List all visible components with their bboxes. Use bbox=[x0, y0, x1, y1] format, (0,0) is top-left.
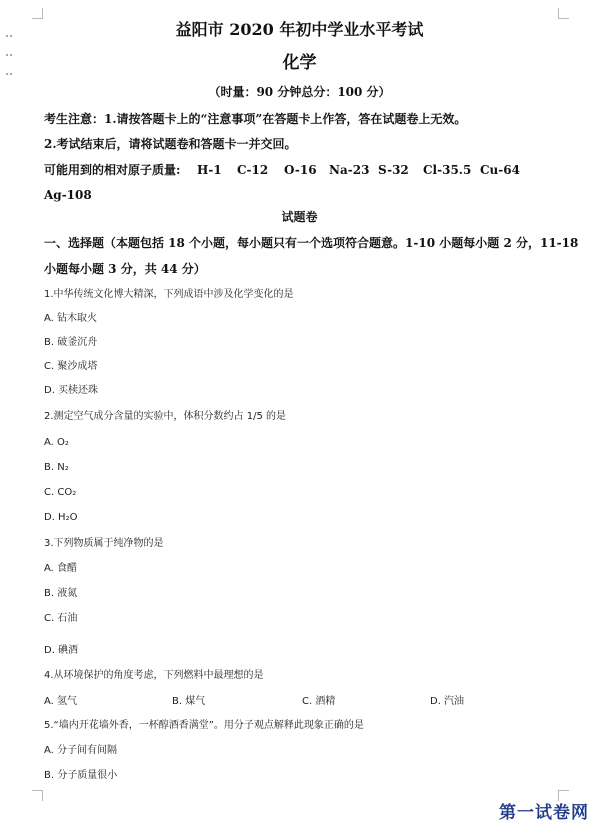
answer-option: C. 聚沙成塔 bbox=[44, 361, 98, 372]
answer-option: B. 分子质量很小 bbox=[44, 770, 118, 781]
atomic-mass-item: Cu-64 bbox=[480, 163, 520, 177]
exam-title: 益阳市 2020 年初中学业水平考试 bbox=[175, 20, 424, 39]
notice-1: 考生注意：1.请按答题卡上的“注意事项”在答题卡上作答，答在试题卷上无效。 bbox=[44, 112, 467, 126]
answer-option: D. 买椟还珠 bbox=[44, 385, 99, 396]
question-stem: 1.中华传统文化博大精深，下列成语中涉及化学变化的是 bbox=[44, 289, 294, 300]
question-stem: 3.下列物质属于纯净物的是 bbox=[44, 538, 164, 549]
exam-time-info: （时量：90 分钟总分：100 分） bbox=[208, 85, 391, 99]
crop-mark-bottom-left bbox=[32, 790, 43, 801]
answer-option: D. 碘酒 bbox=[44, 645, 79, 656]
atomic-mass-item: Ag-108 bbox=[44, 188, 92, 202]
answer-option: A. 氢气 bbox=[44, 696, 78, 707]
atomic-mass-item: O-16 bbox=[284, 163, 317, 177]
question-stem: 4.从环境保护的角度考虑，下列燃料中最理想的是 bbox=[44, 670, 264, 681]
atomic-mass-item: Na-23 bbox=[329, 163, 370, 177]
answer-option: A. O₂ bbox=[44, 437, 69, 448]
answer-option: C. 石油 bbox=[44, 613, 78, 624]
answer-option: C. 酒精 bbox=[302, 696, 336, 707]
answer-option: C. CO₂ bbox=[44, 487, 77, 498]
answer-option: A. 钻木取火 bbox=[44, 313, 98, 324]
answer-option: B. N₂ bbox=[44, 462, 69, 473]
answer-option: B. 煤气 bbox=[172, 696, 206, 707]
section-intro: 小题每小题 3 分，共 44 分） bbox=[44, 262, 206, 276]
question-stem: 5.“墙内开花墙外香，一杯醇酒香满堂”。用分子观点解释此现象正确的是 bbox=[44, 720, 364, 731]
answer-option: B. 液氮 bbox=[44, 588, 78, 599]
exam-subject: 化学 bbox=[282, 53, 317, 73]
crop-mark-top-right bbox=[558, 8, 569, 19]
question-stem: 2.测定空气成分含量的实验中，体积分数约占 1/5 的是 bbox=[44, 411, 286, 422]
section-heading: 试题卷 bbox=[281, 210, 318, 224]
atomic-mass-item: C-12 bbox=[237, 163, 269, 177]
section-intro: 一、选择题（本题包括 18 个小题，每小题只有一个选项符合题意。1-10 小题每小题 2 分，11-18 bbox=[44, 236, 579, 250]
answer-option: A. 分子间有间隔 bbox=[44, 745, 118, 756]
answer-option: A. 食醋 bbox=[44, 563, 78, 574]
atomic-mass-item: Cl-35.5 bbox=[423, 163, 472, 177]
atomic-mass-label: 可能用到的相对原子质量: bbox=[44, 163, 181, 177]
notice-2: 2.考试结束后，请将试题卷和答题卡一并交回。 bbox=[44, 137, 297, 151]
atomic-mass-item: S-32 bbox=[378, 163, 409, 177]
atomic-mass-item: H-1 bbox=[197, 163, 222, 177]
answer-option: D. 汽油 bbox=[430, 696, 465, 707]
answer-option: D. H₂O bbox=[44, 512, 78, 523]
crop-mark-top-left bbox=[32, 8, 43, 19]
answer-option: B. 破釜沉舟 bbox=[44, 337, 98, 348]
site-watermark: 第一试卷网 bbox=[499, 803, 589, 823]
